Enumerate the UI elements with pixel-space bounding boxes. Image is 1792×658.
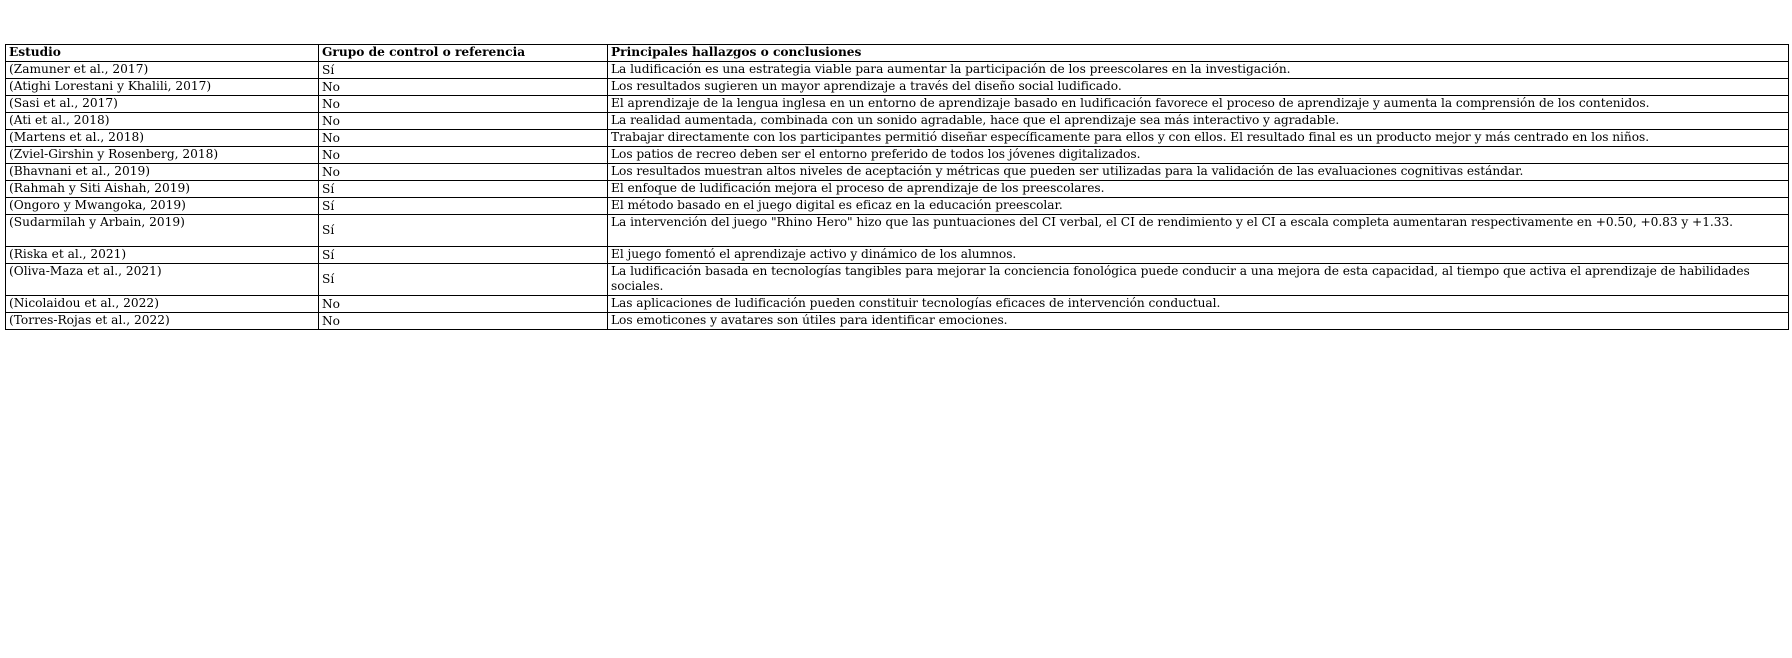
cell-study: (Zviel-Girshin y Rosenberg, 2018) [6,147,319,164]
cell-control-group: No [319,296,608,313]
cell-findings: Las aplicaciones de ludificación pueden constituir tecnologías eficaces de intervención conductual. [608,296,1789,313]
cell-control-group: No [319,113,608,130]
cell-control-group: Sí [319,62,608,79]
cell-findings: El enfoque de ludificación mejora el proceso de aprendizaje de los preescolares. [608,181,1789,198]
table-row [6,113,1789,130]
table-row [6,296,1789,313]
cell-findings: Los patios de recreo deben ser el entorno preferido de todos los jóvenes digitalizados. [608,147,1789,164]
cell-study: (Sasi et al., 2017) [6,96,319,113]
header-study: Estudio [6,45,319,62]
header-control-group: Grupo de control o referencia [319,45,608,62]
cell-findings: La ludificación basada en tecnologías tangibles para mejorar la conciencia fonológica puede conducir a una mejora de esta capacidad, al tiempo que activa el aprendizaje de habilidades sociales. [608,264,1789,296]
table-row [6,79,1789,96]
cell-control-group: No [319,313,608,330]
cell-study: (Riska et al., 2021) [6,247,319,264]
cell-study: (Zamuner et al., 2017) [6,62,319,79]
table-row [6,164,1789,181]
header-findings: Principales hallazgos o conclusiones [608,45,1789,62]
cell-findings: El método basado en el juego digital es eficaz en la educación preescolar. [608,198,1789,215]
cell-control-group: No [319,164,608,181]
cell-findings: La realidad aumentada, combinada con un sonido agradable, hace que el aprendizaje sea más interactivo y agradable. [608,113,1789,130]
table-row [6,147,1789,164]
cell-study: (Rahmah y Siti Aishah, 2019) [6,181,319,198]
cell-study: (Oliva-Maza et al., 2021) [6,264,319,296]
table-row [6,198,1789,215]
cell-control-group: Sí [319,247,608,264]
table-row [6,181,1789,198]
cell-findings: El aprendizaje de la lengua inglesa en un entorno de aprendizaje basado en ludificación favorece el proceso de aprendizaje y aumenta la comprensión de los contenidos. [608,96,1789,113]
cell-study: (Ongoro y Mwangoka, 2019) [6,198,319,215]
table-body [6,62,1789,330]
cell-control-group: No [319,147,608,164]
table-row [6,264,1789,296]
cell-findings: Trabajar directamente con los participantes permitió diseñar específicamente para ellos y con ellos. El resultado final es un producto mejor y más centrado en los niños. [608,130,1789,147]
cell-control-group: No [319,79,608,96]
cell-findings: Los resultados muestran altos niveles de aceptación y métricas que pueden ser utilizadas para la validación de las evaluaciones cognitivas estándar. [608,164,1789,181]
cell-study: (Martens et al., 2018) [6,130,319,147]
cell-control-group: No [319,96,608,113]
table-row [6,313,1789,330]
table-header [6,45,1789,62]
table-row [6,215,1789,247]
cell-findings: La intervención del juego "Rhino Hero" hizo que las puntuaciones del CI verbal, el CI de rendimiento y el CI a escala completa aumentaran respectivamente en +0.50, +0.83 y +1.33. [608,215,1789,247]
cell-study: (Ati et al., 2018) [6,113,319,130]
cell-findings: El juego fomentó el aprendizaje activo y dinámico de los alumnos. [608,247,1789,264]
cell-control-group: Sí [319,181,608,198]
cell-study: (Atighi Lorestani y Khalili, 2017) [6,79,319,96]
cell-study: (Bhavnani et al., 2019) [6,164,319,181]
table-row [6,62,1789,79]
cell-control-group: Sí [319,198,608,215]
header-row [6,45,1789,62]
studies-table-container [5,44,1788,330]
cell-study: (Sudarmilah y Arbain, 2019) [6,215,319,247]
cell-findings: La ludificación es una estrategia viable para aumentar la participación de los preescolares en la investigación. [608,62,1789,79]
cell-study: (Nicolaidou et al., 2022) [6,296,319,313]
cell-study: (Torres-Rojas et al., 2022) [6,313,319,330]
cell-control-group: Sí [319,215,608,247]
cell-findings: Los resultados sugieren un mayor aprendizaje a través del diseño social ludificado. [608,79,1789,96]
table-row [6,96,1789,113]
cell-control-group: No [319,130,608,147]
cell-control-group: Sí [319,264,608,296]
cell-findings: Los emoticones y avatares son útiles para identificar emociones. [608,313,1789,330]
table-row [6,247,1789,264]
table-row [6,130,1789,147]
studies-table [5,44,1789,330]
